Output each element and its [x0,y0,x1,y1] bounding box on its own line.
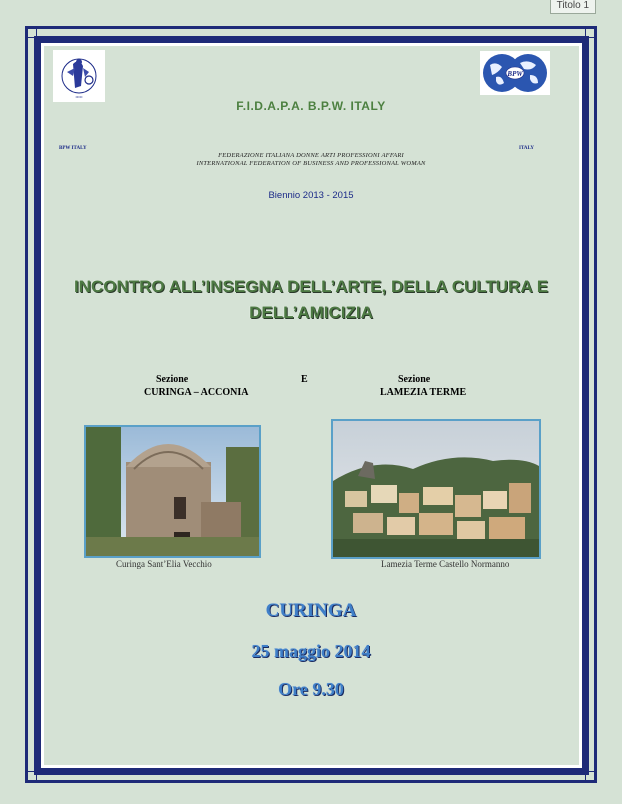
bpw-globe-logo [480,51,550,95]
border-corner [585,28,595,38]
caption-lamezia: Lamezia Terme Castello Normanno [381,559,510,569]
event-date: 25 maggio 2014 [251,641,371,661]
event-time: Ore 9.30 [278,679,344,699]
section-right-label: Sezione [398,374,431,385]
title-style-tab[interactable]: Titolo 1 [550,0,596,14]
section-right-name: LAMEZIA TERME [380,387,467,398]
caption-curinga: Curinga Sant’Elia Vecchio [116,559,212,569]
event-place: CURINGA [265,600,357,621]
svg-text:•••••: ••••• [75,94,83,99]
organization-title: F.I.D.A.P.A. B.P.W. ITALY [236,99,386,113]
federation-italian-name: FEDERAZIONE ITALIANA DONNE ARTI PROFESSIONI AFFARI [218,152,404,159]
photo-lamezia-castle [331,419,541,559]
section-left-name: CURINGA – ACCONIA [144,387,249,398]
border-corner [585,771,595,781]
fidapa-logo [53,50,105,102]
headline-line-1: INCONTRO ALL’INSEGNA DELL’ARTE, DELLA CULTURA E [73,277,549,296]
border-corner [27,771,37,781]
photo-curinga-church [84,425,261,558]
italy-tag: ITALY [519,146,535,151]
bpw-italy-tag: BPW ITALY [59,146,87,151]
border-corner [27,28,37,38]
section-conjunction: E [301,374,308,385]
biennio-text: Biennio 2013 - 2015 [268,190,354,201]
svg-text:BPW: BPW [507,70,523,78]
headline-line-2: DELL’AMICIZIA [249,303,373,322]
federation-english-name: INTERNATIONAL FEDERATION OF BUSINESS AND PROFESSIONAL WOMAN [196,160,426,167]
section-left-label: Sezione [156,374,189,385]
